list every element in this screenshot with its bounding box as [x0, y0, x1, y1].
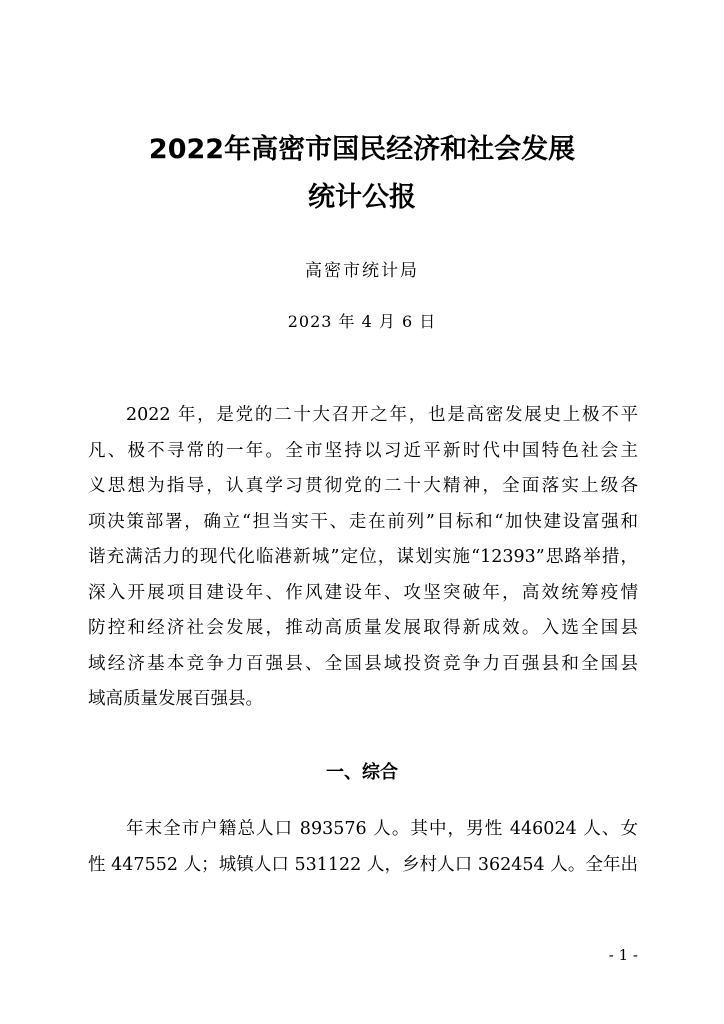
paragraph-line: 项决策部署，确立“担当实干、走在前列”目标和“加快建设富强和 [88, 511, 638, 532]
paragraph-line: 谐充满活力的现代化临港新城”定位，谋划实施“12393”思路举措， [88, 547, 638, 567]
section-heading: 一、综合 [326, 762, 398, 783]
paragraph-line: 深入开展项目建设年、作风建设年、攻坚突破年，高效统筹疫情 [88, 582, 638, 603]
page-number: - 1 - [608, 946, 638, 964]
section1-paragraph [88, 812, 638, 883]
paragraph-line: 凡、极不寻常的一年。全市坚持以习近平新时代中国特色社会主 [88, 440, 638, 461]
paragraph-line: 域高质量发展百强县。 [88, 689, 263, 709]
paragraph-line: 域经济基本竞争力百强县、全国县域投资竞争力百强县和全国县 [88, 653, 638, 674]
paragraph-line: 性 447552 人；城镇人口 531122 人，乡村人口 362454 人。全年出 [88, 854, 638, 875]
paragraph-line: 防控和经济社会发展，推动高质量发展取得新成效。入选全国县 [88, 618, 638, 638]
paragraph-line: 2022 年，是党的二十大召开之年，也是高密发展史上极不平 [126, 405, 638, 425]
paragraph-line: 义思想为指导，认真学习贯彻党的二十大精神，全面落实上级各 [88, 476, 638, 496]
document-title-line1: 2022年高密市国民经济和社会发展 [148, 134, 576, 165]
paragraph-line: 年末全市户籍总人口 893576 人。其中，男性 446024 人、女 [126, 819, 638, 839]
document-title-line2: 统计公报 [308, 182, 416, 213]
issuer: 高密市统计局 [305, 261, 419, 281]
intro-paragraph [88, 398, 638, 718]
publication-date: 2023 年 4 月 6 日 [287, 312, 437, 331]
